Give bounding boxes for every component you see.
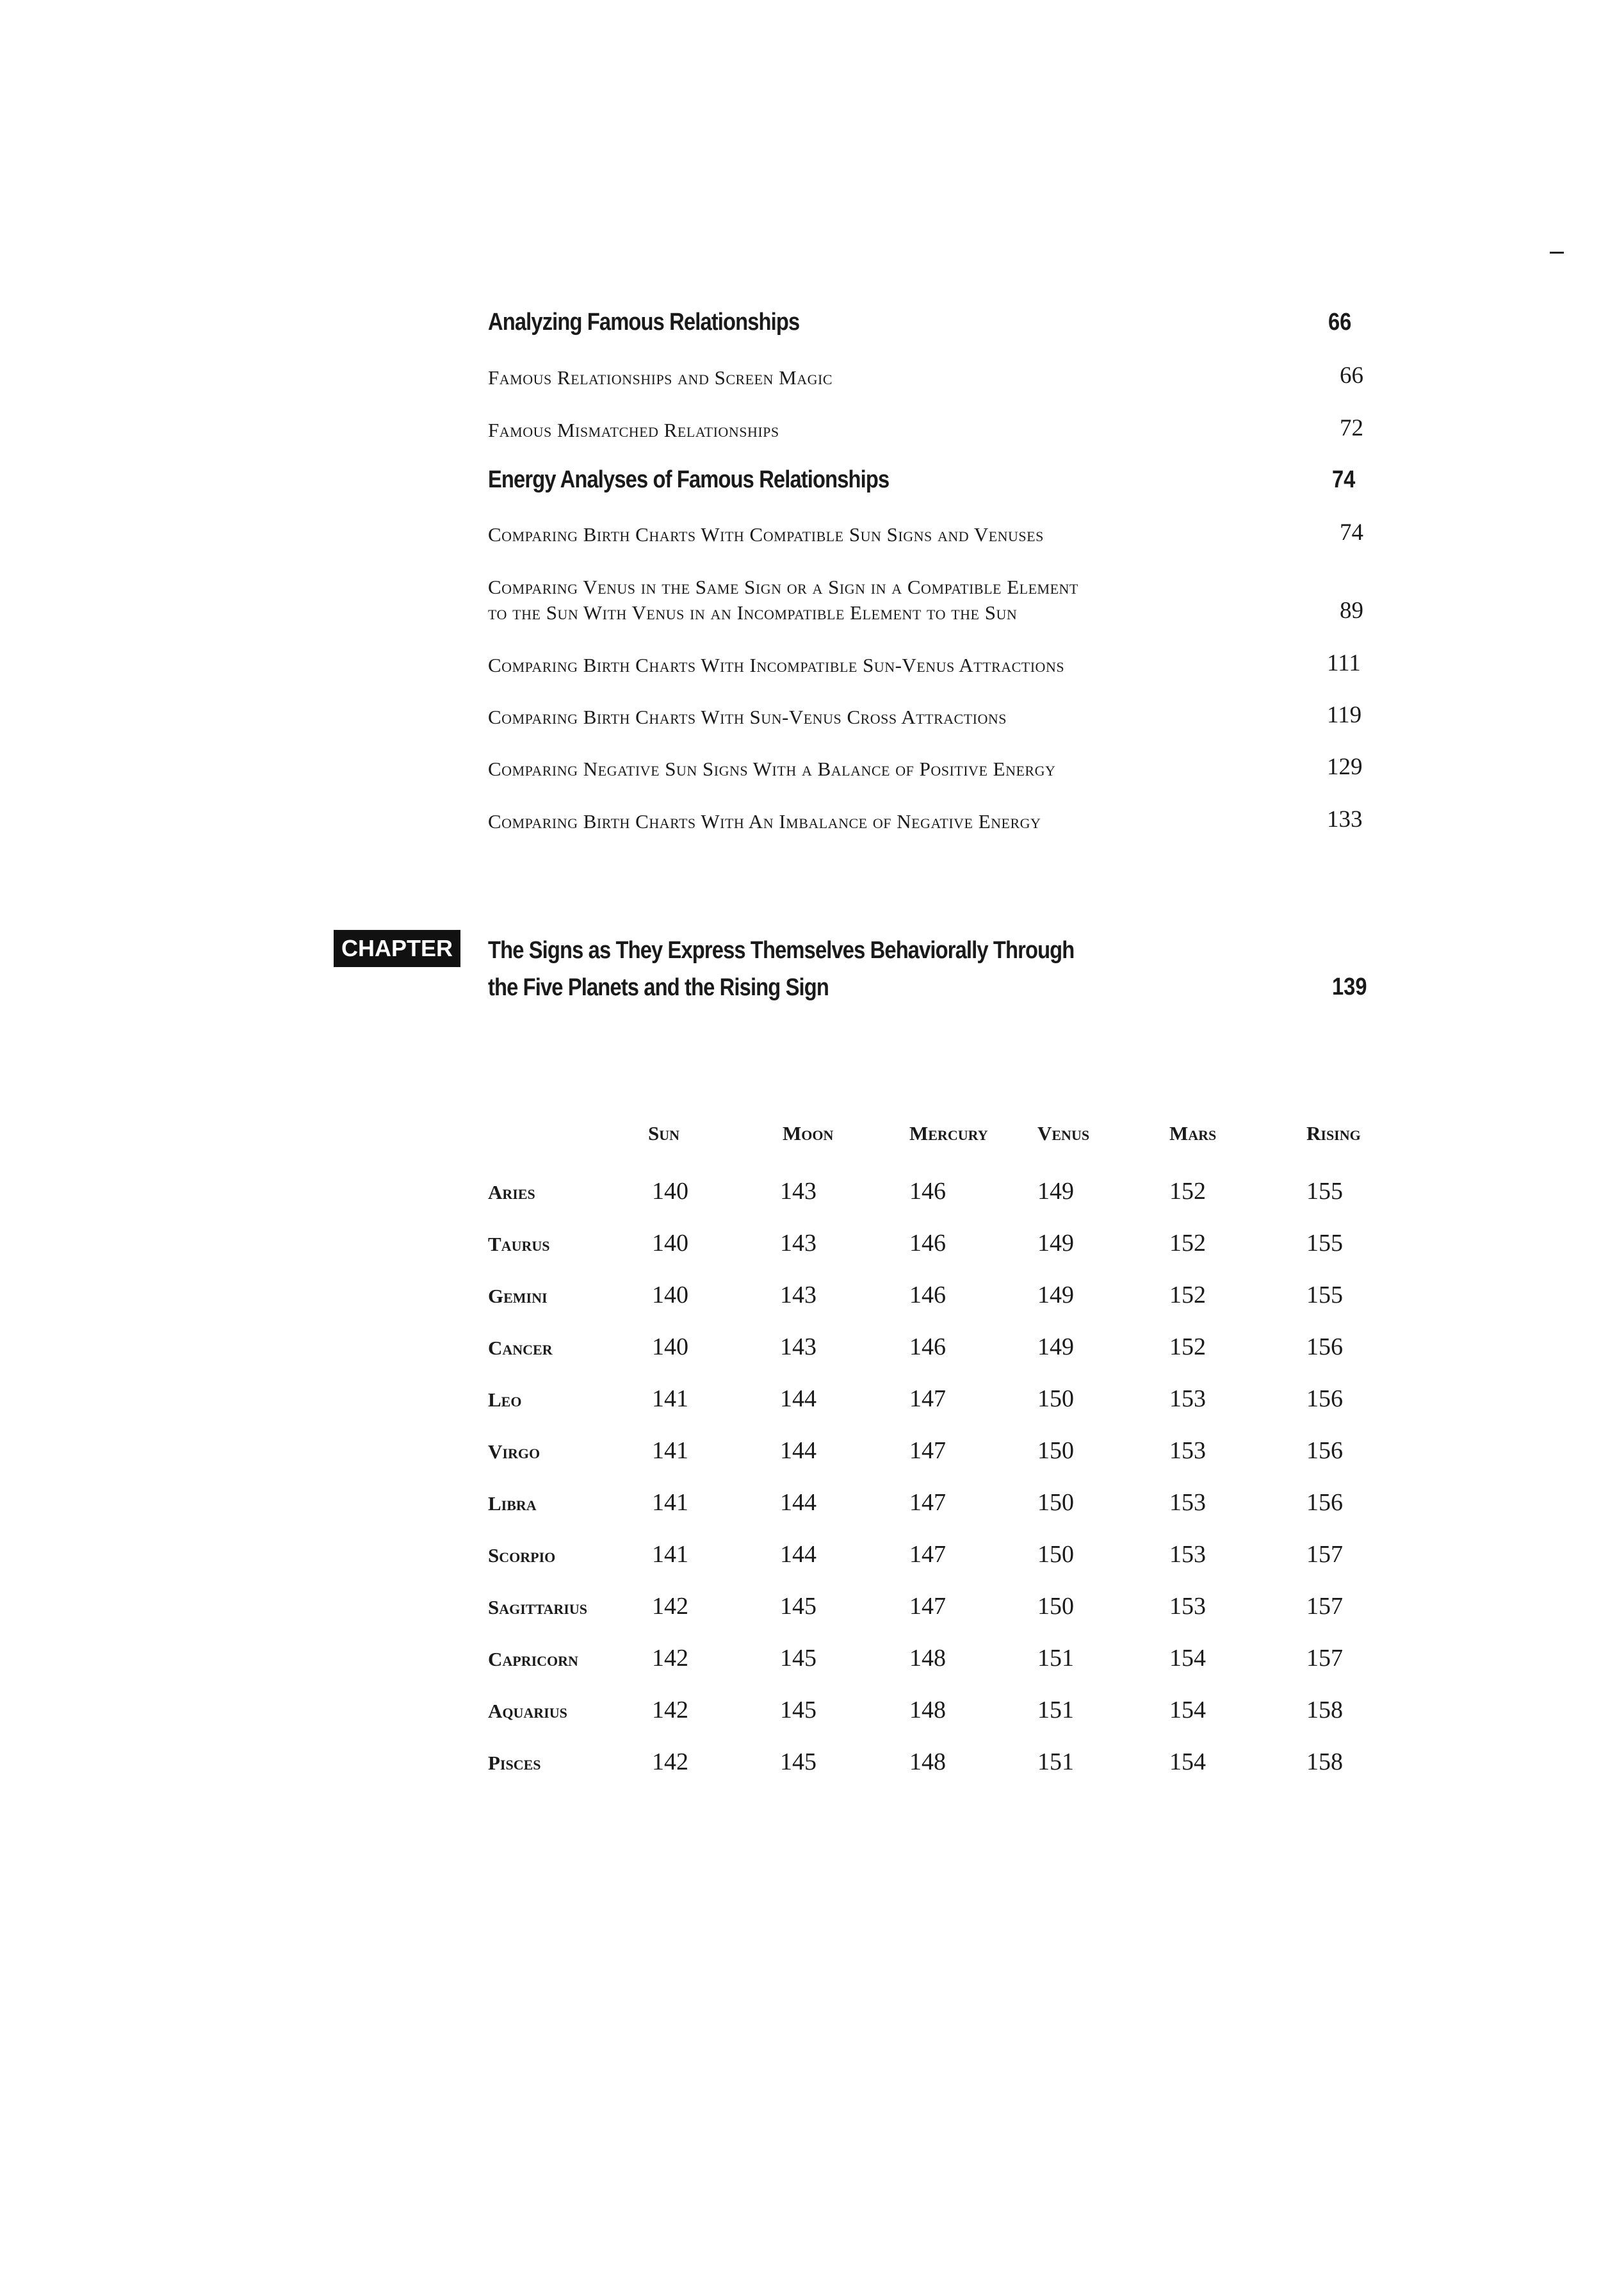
table-cell: 149 (1037, 1282, 1074, 1308)
table-cell: 146 (909, 1178, 946, 1205)
table-cell: 152 (1169, 1333, 1206, 1360)
toc-entry-page: 72 (1340, 415, 1363, 441)
toc-heading[interactable] (488, 309, 1247, 336)
table-cell: 151 (1037, 1748, 1074, 1775)
table-cell: 141 (652, 1437, 688, 1464)
table-cell: 155 (1306, 1282, 1343, 1308)
toc-entry-text: Comparing Birth Charts With Incompatible Sun-Venus Attractions (488, 654, 1065, 676)
table-cell: 153 (1169, 1593, 1206, 1620)
table-cell: 157 (1306, 1593, 1343, 1620)
toc-heading-page: 74 (1332, 466, 1356, 493)
table-cell: 156 (1306, 1333, 1343, 1360)
toc-entry-page: 74 (1340, 519, 1363, 546)
table-cell: 147 (909, 1593, 946, 1620)
column-header-mercury: Mercury (909, 1122, 988, 1144)
table-cell: 157 (1306, 1645, 1343, 1672)
table-cell: 140 (652, 1282, 688, 1308)
table-cell: 142 (652, 1697, 688, 1723)
table-cell: 147 (909, 1385, 946, 1412)
row-label-virgo: Virgo (488, 1440, 540, 1463)
row-label-sagittarius: Sagittarius (488, 1596, 587, 1618)
table-cell: 153 (1169, 1385, 1206, 1412)
table-cell: 142 (652, 1645, 688, 1672)
toc-heading[interactable] (488, 466, 1247, 494)
table-cell: 150 (1037, 1489, 1074, 1516)
toc-entry-text: Famous Relationships and Screen Magic (488, 366, 833, 389)
table-cell: 145 (780, 1645, 817, 1672)
toc-entry[interactable] (488, 522, 1370, 548)
toc-entry[interactable] (488, 756, 1370, 782)
column-header-rising: Rising (1306, 1122, 1361, 1144)
table-cell: 144 (780, 1385, 817, 1412)
toc-entry-text-line1: Comparing Venus in the Same Sign or a Sign in a Compatible Element (488, 576, 1078, 598)
chapter-title[interactable] (488, 932, 1074, 1006)
table-cell: 156 (1306, 1385, 1343, 1412)
toc-entry[interactable] (488, 653, 1370, 678)
table-cell: 150 (1037, 1385, 1074, 1412)
row-label-pisces: Pisces (488, 1752, 541, 1774)
table-cell: 154 (1169, 1697, 1206, 1723)
toc-entry-text: Famous Mismatched Relationships (488, 419, 779, 441)
table-cell: 153 (1169, 1489, 1206, 1516)
table-cell: 140 (652, 1178, 688, 1205)
table-cell: 145 (780, 1748, 817, 1775)
table-cell: 150 (1037, 1437, 1074, 1464)
row-label-taurus: Taurus (488, 1233, 550, 1255)
table-cell: 152 (1169, 1178, 1206, 1205)
toc-entry[interactable] (488, 574, 1370, 626)
table-cell: 152 (1169, 1230, 1206, 1257)
toc-heading-title: Energy Analyses of Famous Relationships (488, 466, 890, 493)
toc-entry-page: 119 (1327, 702, 1362, 728)
table-cell: 156 (1306, 1489, 1343, 1516)
table-cell: 147 (909, 1489, 946, 1516)
chapter-title-line2: the Five Planets and the Rising Sign (488, 974, 829, 1001)
toc-entry-page: 133 (1327, 806, 1363, 833)
row-label-aquarius: Aquarius (488, 1700, 567, 1722)
table-cell: 142 (652, 1748, 688, 1775)
row-label-cancer: Cancer (488, 1337, 553, 1359)
table-cell: 143 (780, 1333, 817, 1360)
column-header-sun: Sun (648, 1122, 680, 1144)
table-cell: 147 (909, 1437, 946, 1464)
table-cell: 154 (1169, 1748, 1206, 1775)
toc-entry-page: 129 (1327, 754, 1363, 780)
table-cell: 144 (780, 1489, 817, 1516)
table-cell: 143 (780, 1178, 817, 1205)
table-cell: 146 (909, 1230, 946, 1257)
table-cell: 153 (1169, 1437, 1206, 1464)
table-cell: 141 (652, 1385, 688, 1412)
table-cell: 144 (780, 1437, 817, 1464)
margin-dash (1550, 252, 1564, 254)
table-cell: 144 (780, 1541, 817, 1568)
toc-entry[interactable] (488, 809, 1370, 835)
column-header-moon: Moon (783, 1122, 834, 1144)
table-cell: 141 (652, 1489, 688, 1516)
table-cell: 149 (1037, 1230, 1074, 1257)
table-cell: 141 (652, 1541, 688, 1568)
table-cell: 146 (909, 1333, 946, 1360)
table-cell: 140 (652, 1230, 688, 1257)
table-cell: 154 (1169, 1645, 1206, 1672)
chapter-page: 139 (1332, 973, 1367, 1000)
table-cell: 151 (1037, 1645, 1074, 1672)
toc-entry-page: 89 (1340, 598, 1363, 624)
chapter-badge: CHAPTER III (334, 930, 460, 967)
chapter-title-line1: The Signs as They Express Themselves Behaviorally Through (488, 937, 1075, 964)
row-label-scorpio: Scorpio (488, 1544, 556, 1567)
table-cell: 149 (1037, 1178, 1074, 1205)
toc-heading-title: Analyzing Famous Relationships (488, 309, 800, 336)
row-label-gemini: Gemini (488, 1285, 548, 1307)
table-cell: 151 (1037, 1697, 1074, 1723)
toc-entry[interactable] (488, 704, 1370, 730)
row-label-capricorn: Capricorn (488, 1648, 578, 1670)
table-cell: 158 (1306, 1697, 1343, 1723)
toc-entry-page: 111 (1327, 650, 1361, 676)
table-cell: 152 (1169, 1282, 1206, 1308)
table-cell: 146 (909, 1282, 946, 1308)
table-cell: 157 (1306, 1541, 1343, 1568)
toc-entry-text: Comparing Birth Charts With Compatible Sun Signs and Venuses (488, 523, 1044, 546)
toc-entry[interactable] (488, 418, 1370, 443)
toc-entry-text: Comparing Birth Charts With An Imbalance of Negative Energy (488, 810, 1041, 833)
table-cell: 145 (780, 1593, 817, 1620)
table-cell: 148 (909, 1748, 946, 1775)
row-label-aries: Aries (488, 1181, 535, 1203)
table-cell: 149 (1037, 1333, 1074, 1360)
toc-entry-text: Comparing Birth Charts With Sun-Venus Cross Attractions (488, 706, 1007, 728)
table-cell: 150 (1037, 1593, 1074, 1620)
table-cell: 150 (1037, 1541, 1074, 1568)
table-cell: 155 (1306, 1178, 1343, 1205)
toc-entry-text-line2: to the Sun With Venus in an Incompatible Element to the Sun (488, 601, 1018, 624)
column-header-mars: Mars (1169, 1122, 1217, 1144)
toc-entry[interactable] (488, 365, 1370, 391)
table-cell: 142 (652, 1593, 688, 1620)
table-cell: 158 (1306, 1748, 1343, 1775)
table-cell: 147 (909, 1541, 946, 1568)
table-cell: 140 (652, 1333, 688, 1360)
row-label-libra: Libra (488, 1492, 537, 1515)
toc-heading-page: 66 (1328, 309, 1352, 336)
table-cell: 143 (780, 1282, 817, 1308)
row-label-leo: Leo (488, 1388, 522, 1411)
toc-entry-page: 66 (1340, 362, 1363, 389)
table-cell: 155 (1306, 1230, 1343, 1257)
table-cell: 145 (780, 1697, 817, 1723)
column-header-venus: Venus (1037, 1122, 1090, 1144)
toc-entry-text: Comparing Negative Sun Signs With a Balance of Positive Energy (488, 758, 1056, 780)
table-cell: 148 (909, 1697, 946, 1723)
table-cell: 148 (909, 1645, 946, 1672)
table-cell: 156 (1306, 1437, 1343, 1464)
table-cell: 153 (1169, 1541, 1206, 1568)
table-cell: 143 (780, 1230, 817, 1257)
